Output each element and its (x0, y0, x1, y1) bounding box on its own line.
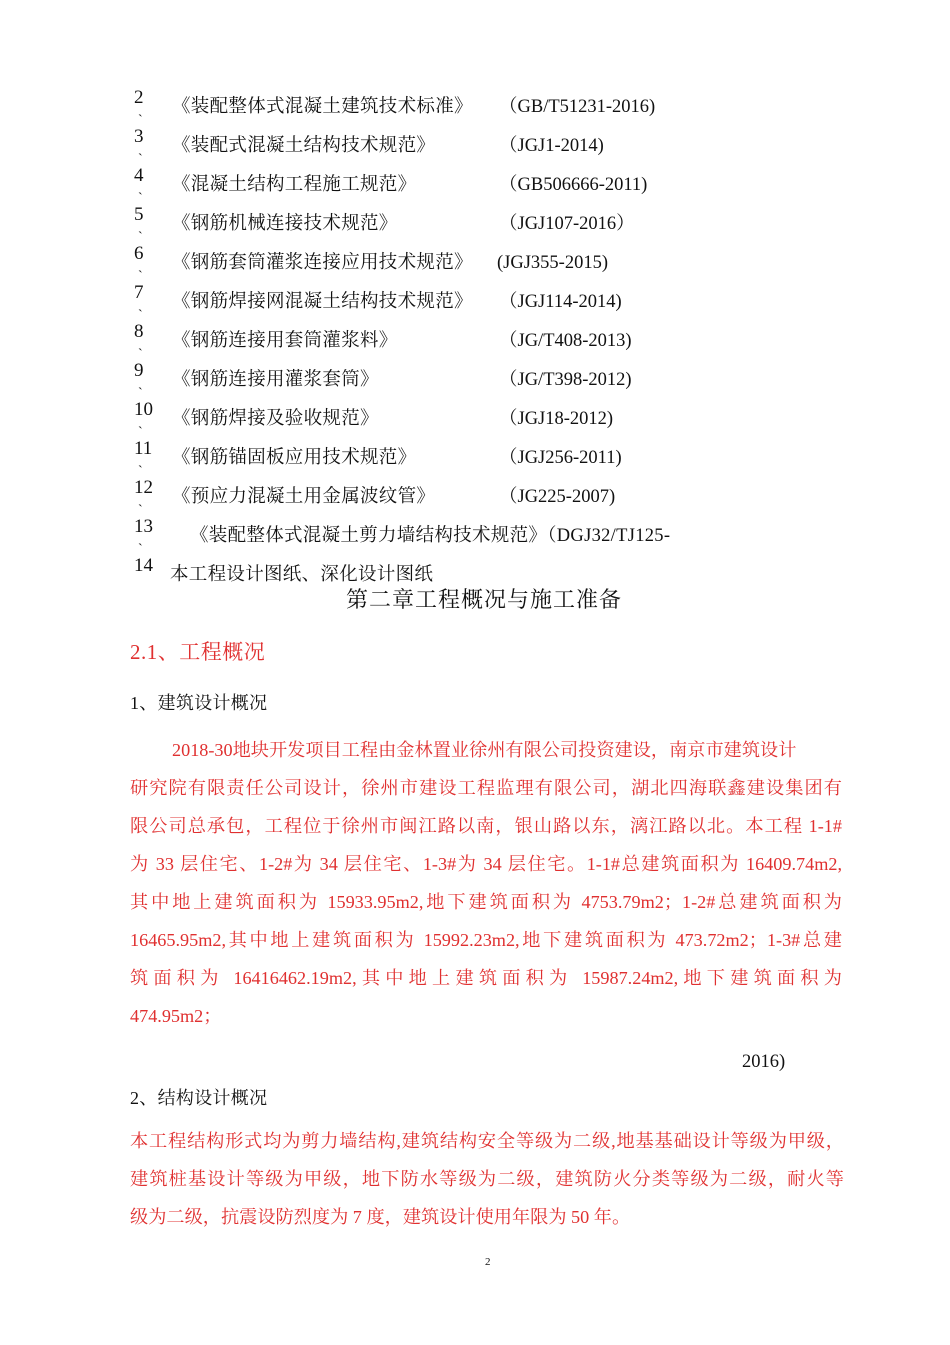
paragraph-line: 建筑桩基设计等级为甲级，地下防水等级为二级，建筑防火分类等级为二级，耐火等 (130, 1169, 844, 1189)
paragraph-line: 其中地上建筑面积为 15933.95m2,地下建筑面积为 4753.79m2；1-2#总建筑面积为 (130, 892, 842, 912)
reference-title: 《预应力混凝土用金属波纹管》 (172, 487, 436, 507)
building-design-paragraph (130, 731, 842, 1035)
reference-code: （JGJ114-2014) (499, 292, 622, 312)
reference-code: (JGJ355-2015) (497, 253, 608, 273)
reference-tick: ` (138, 308, 143, 323)
reference-number: 11 (134, 438, 153, 459)
paragraph-line: 474.95m2； (130, 1006, 222, 1026)
reference-number: 13 (134, 516, 153, 537)
reference-number: 12 (134, 477, 153, 498)
paragraph-line: 级为二级，抗震设防烈度为 7 度，建筑设计使用年限为 50 年。 (130, 1207, 631, 1227)
reference-number: 14 (134, 555, 153, 576)
paragraph-line: 限公司总承包，工程位于徐州市闽江路以南，银山路以东，漓江路以北。本工程 1-1# (130, 816, 842, 836)
reference-tick: ` (138, 386, 143, 401)
reference-number: 5 (134, 204, 144, 225)
reference-tick: ` (138, 152, 143, 167)
section-title: 2.1、工程概况 (130, 640, 266, 664)
paragraph-line: 16465.95m2,其中地上建筑面积为 15992.23m2,地下建筑面积为 473.72m2；1-3#总建 (130, 930, 842, 950)
reference-code: （GB506666-2011) (499, 175, 648, 195)
reference-tick: ` (138, 503, 143, 518)
reference-number: 9 (134, 360, 144, 381)
paragraph-line: 筑面积为 16416462.19m2,其中地上建筑面积为 15987.24m2,地下建筑面积为 (130, 968, 842, 988)
reference-code: （JG225-2007) (499, 487, 616, 507)
reference-tick: ` (138, 347, 143, 362)
paragraph-line: 为 33 层住宅、1-2#为 34 层住宅、1-3#为 34 层住宅。1-1#总建筑面积为 16409.74m2, (130, 854, 842, 874)
reference-title: 《装配整体式混凝土建筑技术标准》 (172, 97, 473, 117)
reference-number: 2 (134, 87, 144, 108)
reference-number: 8 (134, 321, 144, 342)
reference-number: 4 (134, 165, 144, 186)
orphan-year-text: 2016) (742, 1052, 786, 1072)
reference-tick: ` (138, 464, 143, 479)
reference-title: 《装配式混凝土结构技术规范》 (172, 136, 436, 156)
structure-design-paragraph (130, 1122, 844, 1236)
reference-title: 《钢筋连接用灌浆套筒》 (172, 370, 379, 390)
reference-code: （JG/T398-2012) (499, 370, 632, 390)
reference-code: （JGJ107-2016） (499, 214, 635, 234)
reference-number: 6 (134, 243, 144, 264)
subsection-title: 1、建筑设计概况 (130, 693, 268, 713)
reference-tick: ` (138, 230, 143, 245)
reference-tick: ` (138, 191, 143, 206)
reference-title: 《钢筋焊接及验收规范》 (172, 409, 379, 429)
reference-title: 《装配整体式混凝土剪力墙结构技术规范》（DGJ32/TJ125- (190, 526, 671, 546)
reference-tick: ` (138, 113, 143, 128)
reference-number: 10 (134, 399, 153, 420)
reference-code: （JG/T408-2013) (499, 331, 632, 351)
reference-code: （GB/T51231-2016) (499, 97, 656, 117)
reference-title: 《钢筋机械连接技术规范》 (172, 214, 398, 234)
reference-tick: ` (138, 542, 143, 557)
reference-code: （JGJ1-2014) (499, 136, 604, 156)
reference-code: （JGJ256-2011) (499, 448, 622, 468)
reference-number: 3 (134, 126, 144, 147)
reference-tick: ` (138, 425, 143, 440)
reference-title: 《钢筋焊接网混凝土结构技术规范》 (172, 292, 473, 312)
paragraph-line: 本工程结构形式均为剪力墙结构,建筑结构安全等级为二级,地基基础设计等级为甲级， (130, 1131, 844, 1151)
paragraph-line: 2018-30地块开发项目工程由金林置业徐州有限公司投资建设，南京市建筑设计 (172, 740, 797, 760)
page-number: 2 (485, 1256, 491, 1268)
reference-title: 《钢筋连接用套筒灌浆料》 (172, 331, 398, 351)
reference-code: （JGJ18-2012) (499, 409, 614, 429)
reference-title: 《钢筋套筒灌浆连接应用技术规范》 (172, 253, 473, 273)
paragraph-line: 研究院有限责任公司设计，徐州市建设工程监理有限公司，湖北四海联鑫建设集团有 (130, 778, 842, 798)
reference-number: 7 (134, 282, 144, 303)
reference-tick: ` (138, 269, 143, 284)
chapter-title: 第二章工程概况与施工准备 (346, 587, 623, 612)
reference-title: 《钢筋锚固板应用技术规范》 (172, 448, 417, 468)
reference-title: 《混凝土结构工程施工规范》 (172, 175, 417, 195)
subsection-title: 2、结构设计概况 (130, 1088, 268, 1108)
reference-title: 本工程设计图纸、深化设计图纸 (170, 565, 434, 585)
